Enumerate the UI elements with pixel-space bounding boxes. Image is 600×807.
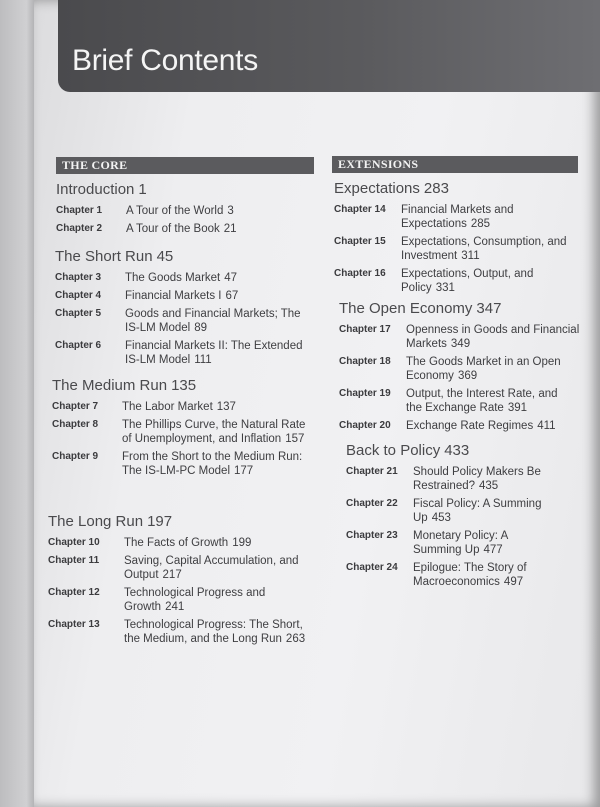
chapter-entry[interactable]: Chapter 18 The Goods Market in an Open Economy 369 — [339, 356, 561, 382]
chapter-entry[interactable]: Chapter 11 Saving, Capital Accumulation, and Output 217 — [48, 555, 299, 581]
section-medium-run — [52, 377, 318, 482]
chapter-entry[interactable]: Chapter 24 Epilogue: The Story of Macroeconomics 497 — [346, 562, 527, 588]
chapter-entry[interactable]: Chapter 21 Should Policy Makers Be Restrained? 435 — [346, 466, 541, 492]
chapter-entry[interactable]: Chapter 13 Technological Progress: The Short, the Medium, and the Long Run 263 — [48, 619, 306, 645]
chapter-entry[interactable]: Chapter 10 The Facts of Growth 199 — [48, 537, 252, 549]
page-title: Brief Contents — [72, 44, 258, 77]
section-introduction — [56, 181, 318, 240]
chapter-entry[interactable]: Chapter 1 A Tour of the World 3 — [56, 205, 234, 217]
chapter-entry[interactable]: Chapter 6 Financial Markets II: The Extended IS-LM Model 111 — [55, 340, 303, 366]
chapter-entry[interactable]: Chapter 17 Openness in Goods and Financial Markets 349 — [339, 324, 580, 350]
section-title: Back to Policy 433 — [346, 442, 470, 459]
section-long-run — [48, 513, 318, 650]
chapter-entry[interactable]: Chapter 3 The Goods Market 47 — [55, 272, 238, 284]
section-title: The Open Economy 347 — [339, 300, 502, 317]
chapter-entry[interactable]: Chapter 20 Exchange Rate Regimes 411 — [339, 420, 556, 432]
chapter-entry[interactable]: Chapter 23 Monetary Policy: A Summing Up 477 — [346, 530, 508, 556]
section-title: The Medium Run 135 — [52, 377, 197, 394]
extensions-column-header: EXTENSIONS — [332, 156, 578, 173]
chapter-entry[interactable]: Chapter 15 Expectations, Consumption, and Investment 311 — [334, 236, 567, 262]
core-column-header: THE CORE — [56, 157, 314, 174]
chapter-entry[interactable]: Chapter 7 The Labor Market 137 — [52, 401, 236, 413]
title-banner — [58, 0, 600, 92]
section-title: The Long Run 197 — [48, 513, 173, 530]
section-back-to-policy — [346, 442, 596, 593]
section-title: Expectations 283 — [334, 180, 449, 197]
chapter-entry[interactable]: Chapter 2 A Tour of the Book 21 — [56, 223, 237, 235]
section-expectations — [334, 180, 584, 299]
chapter-entry[interactable]: Chapter 4 Financial Markets I 67 — [55, 290, 239, 302]
chapter-entry[interactable]: Chapter 16 Expectations, Output, and Policy 331 — [334, 268, 534, 294]
chapter-entry[interactable]: Chapter 5 Goods and Financial Markets; The IS-LM Model 89 — [55, 308, 301, 334]
chapter-entry[interactable]: Chapter 14 Financial Markets and Expectations 285 — [334, 204, 514, 230]
chapter-entry[interactable]: Chapter 8 The Phillips Curve, the Natural Rate of Unemployment, and Inflation 157 — [52, 419, 306, 445]
chapter-entry[interactable]: Chapter 12 Technological Progress and Growth 241 — [48, 587, 266, 613]
chapter-entry[interactable]: Chapter 9 From the Short to the Medium Run: The IS-LM-PC Model 177 — [52, 451, 303, 477]
section-open-economy — [339, 300, 589, 437]
chapter-entry[interactable]: Chapter 22 Fiscal Policy: A Summing Up 453 — [346, 498, 542, 524]
chapter-entry[interactable]: Chapter 19 Output, the Interest Rate, and the Exchange Rate 391 — [339, 388, 558, 414]
section-short-run — [55, 248, 317, 371]
section-title: Introduction 1 — [56, 181, 147, 198]
section-title: The Short Run 45 — [55, 248, 174, 265]
